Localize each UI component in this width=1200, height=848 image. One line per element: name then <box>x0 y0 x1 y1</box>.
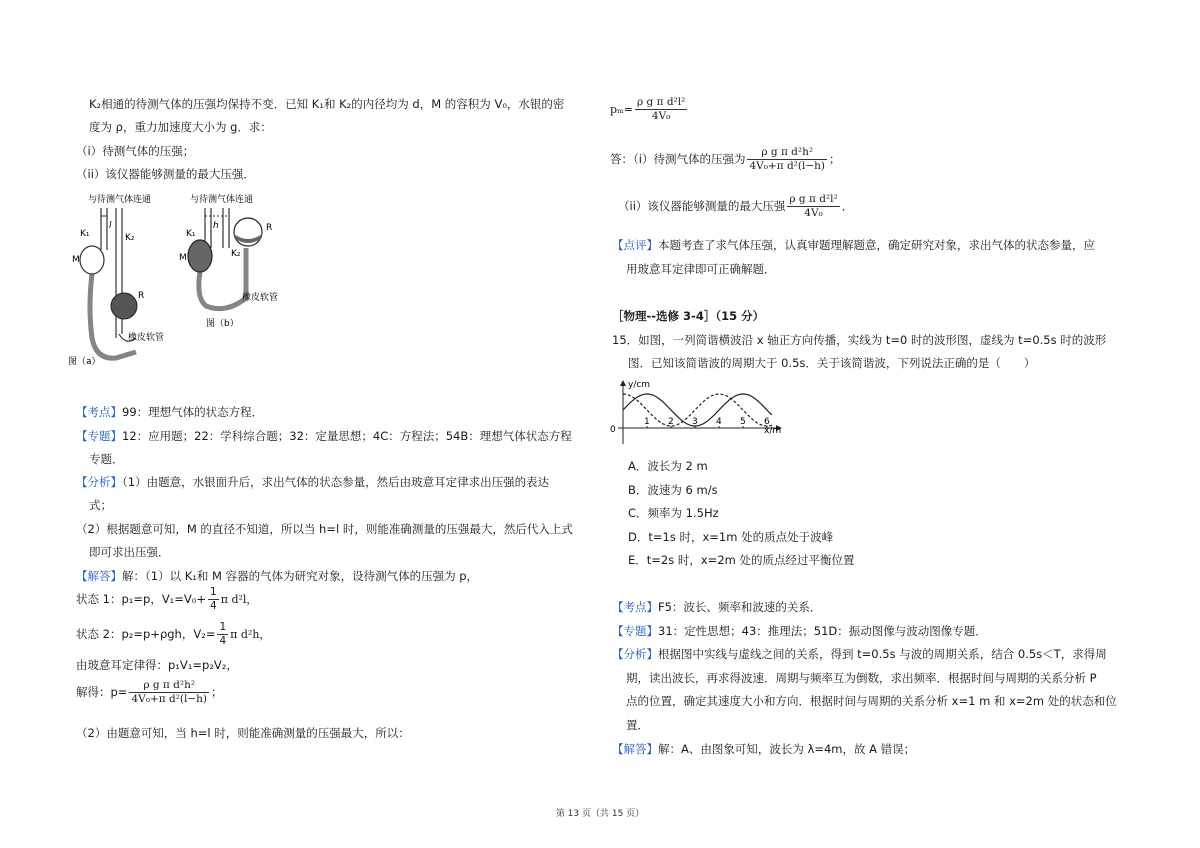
boyle-equation: 由玻意耳定律得：p₁V₁=p₂V₂， <box>76 658 238 672</box>
kaodian-tag-right: 【考点】 <box>612 600 658 614</box>
graph-ylabel: y/cm <box>628 380 651 390</box>
answer-ii <box>618 193 853 220</box>
fig-b-caption: 图（b） <box>206 319 239 329</box>
solve-den: 4V₀+π d²(l−h) <box>131 693 207 705</box>
option-e: E．t=2s 时，x=2m 处的质点经过平衡位置 <box>628 553 855 567</box>
ans2-num: ρ g π d²l² <box>789 193 838 205</box>
q15-line-2: 图．已知该简谐波的周期大于 0.5s．关于该简谐波，下列说法正确的是（ ） <box>628 356 1036 370</box>
fenxi-line-3: （2）根据题意可知，M 的直径不知道，所以当 h=l 时，则能准确测量的压强最大，然后代入上式 <box>76 522 573 536</box>
dianping-text: 本题考查了求气体压强，认真审题理解题意，确定研究对象，求出气体的状态参量，应 <box>658 238 1095 252</box>
fig-a-top-label: 与待测气体连通 <box>88 195 152 205</box>
fig-b-r: R <box>266 223 273 233</box>
question-i: （i）待测气体的压强； <box>76 144 195 158</box>
page-footer: 第 13 页（共 15 页） <box>555 809 645 819</box>
solve-equation <box>76 679 223 706</box>
pm-num: ρ g π d²l² <box>637 96 686 108</box>
state2-pre: 状态 2：p₂=p+ρgh，V₂= <box>76 627 216 641</box>
ans2-pre: （ii）该仪器能够测量的最大压强 <box>618 199 786 213</box>
jieda-tag-right: 【解答】 <box>612 742 658 756</box>
graph-tick-label: 4 <box>716 417 722 427</box>
state2-den: 4 <box>219 635 227 647</box>
state1-den: 4 <box>210 600 217 612</box>
state2-equation <box>76 621 270 648</box>
fig-b-h: h <box>213 221 219 231</box>
fenxi-line-4: 即可求出压强． <box>89 545 170 559</box>
kaodian-tag: 【考点】 <box>76 405 122 419</box>
graph-tick-label: 2 <box>668 417 674 427</box>
state2-num: 1 <box>219 621 227 633</box>
ans2-den: 4V₀ <box>804 207 823 219</box>
question-ii: （ii）该仪器能够测量的最大压强． <box>76 167 255 181</box>
zhuanti-tag: 【专题】 <box>76 429 122 443</box>
kaodian-row <box>76 404 263 420</box>
fenxi-tag: 【分析】 <box>76 475 122 489</box>
fenxi-line-2-right: 期，读出波长，再求得波速．周期与频率互为倒数，求出频率．根据时间与周期的关系分析 P <box>626 671 1097 685</box>
fig-a-hose: 橡皮软管 <box>128 333 165 343</box>
state1-pre: 状态 1：p₁=p，V₁=V₀+ <box>76 592 207 606</box>
option-c: C．频率为 1.5Hz <box>628 506 719 520</box>
fig-b-k2: K₂ <box>231 249 241 259</box>
fig-b-m: M <box>179 253 187 263</box>
kaodian-text: 99：理想气体的状态方程． <box>122 405 264 419</box>
solve-post: ； <box>211 685 223 699</box>
jieda-row <box>76 568 478 584</box>
fenxi-line-2: 式； <box>89 498 112 512</box>
fig-a-k1: K₁ <box>80 229 90 239</box>
ans2-post: ． <box>841 199 854 213</box>
fig-b-k1: K₁ <box>186 229 196 239</box>
zhuanti-line-2: 专题． <box>89 452 124 466</box>
state1-post: π d²l， <box>220 593 258 606</box>
state2-post: π d²h， <box>230 628 271 641</box>
part2-line: （2）由题意可知，当 h=l 时，则能准确测量的压强最大，所以： <box>76 726 410 740</box>
zhuanti-text: 12：应用题；22：学科综合题；32：定量思想；4C：方程法；54B：理想气体状态方程 <box>122 429 572 443</box>
zhuanti-row-right <box>612 623 987 639</box>
fenxi-row <box>76 474 549 490</box>
intro-line-1: K₂相通的待测气体的压强均保持不变．已知 K₁和 K₂的内径均为 d，M 的容积为 V₀，水银的密 <box>89 97 565 111</box>
zhuanti-row <box>76 428 572 444</box>
fig-a-r: R <box>138 291 145 301</box>
dianping-line-2: 用玻意耳定律即可正确解题． <box>626 262 776 276</box>
pm-equation <box>610 96 689 123</box>
pm-den: 4V₀ <box>651 110 671 122</box>
ans1-den: 4V₀+π d²(l−h) <box>749 160 826 172</box>
ans1-num: ρ g π d²h² <box>747 146 827 160</box>
option-d: D．t=1s 时，x=1m 处的质点处于波峰 <box>628 530 834 544</box>
graph-xlabel: x/m <box>764 426 782 436</box>
ans1-post: ； <box>829 152 841 166</box>
q15-line-1: 15．如图，一列简谐横波沿 x 轴正方向传播，实线为 t=0 时的波形图，虚线为 t=0.5s 时的波形 <box>612 333 1107 347</box>
option-a: A．波长为 2 m <box>628 459 708 473</box>
wave-graph <box>610 376 810 446</box>
fig-b-hose: 橡皮软管 <box>242 293 279 303</box>
jieda-tag: 【解答】 <box>76 569 122 583</box>
graph-tick-label: 3 <box>692 417 698 427</box>
section-heading: ［物理--选修 3-4］（15 分） <box>612 309 765 323</box>
zhuanti-tag-right: 【专题】 <box>612 624 658 638</box>
fig-a-k2: K₂ <box>125 233 135 243</box>
jieda-row-right <box>612 741 915 757</box>
kaodian-text-right: F5：波长、频率和波速的关系． <box>658 600 822 614</box>
fenxi-row-right <box>612 646 1107 662</box>
kaodian-row-right <box>612 599 821 615</box>
dianping-row <box>612 237 1095 253</box>
answer-i <box>610 146 841 173</box>
jieda-text-right: 解：A、由图象可知，波长为 λ=4m，故 A 错误； <box>658 742 916 756</box>
graph-tick-label: 5 <box>740 417 746 427</box>
fig-a-caption: 图（a） <box>68 357 101 367</box>
intro-line-2: 度为 ρ，重力加速度大小为 g．求： <box>89 120 272 134</box>
graph-ticks <box>644 417 770 428</box>
state1-num: 1 <box>210 586 217 598</box>
pm-pre: pₘ= <box>610 103 634 116</box>
zhuanti-text-right: 31：定性思想；43：推理法；51D：振动图像与波动图像专题． <box>658 624 987 638</box>
graph-origin: 0 <box>610 425 616 435</box>
fig-a-m: M <box>72 255 80 265</box>
jieda-text: 解：（1）以 K₁和 M 容器的气体为研究对象，设待测气体的压强为 p， <box>122 569 479 583</box>
ans1-pre: 答：（i）待测气体的压强为 <box>610 152 746 166</box>
graph-tick-label: 1 <box>644 417 650 427</box>
fig-a-l: l <box>109 221 112 231</box>
apparatus-figure <box>66 188 316 368</box>
fenxi-text: （1）由题意，水银面升后，求出气体的状态参量，然后由玻意耳定律求出压强的表达 <box>122 475 550 489</box>
fenxi-line-3-right: 点的位置，确定其速度大小和方向．根据时间与周期的关系分析 x=1 m 和 x=2m 处的状态和位 <box>626 694 1117 708</box>
solve-pre: 解得：p= <box>76 685 128 699</box>
solve-num: ρ g π d²h² <box>129 679 209 693</box>
fig-b-top-label: 与待测气体连通 <box>190 195 254 205</box>
option-b: B．波速为 6 m/s <box>628 483 718 497</box>
state1-equation <box>76 586 257 613</box>
fenxi-line-4-right: 置． <box>626 718 649 732</box>
dianping-tag: 【点评】 <box>612 238 658 252</box>
fenxi-tag-right: 【分析】 <box>612 647 658 661</box>
graph-tick-label: 6 <box>764 417 770 427</box>
fenxi-text-right: 根据图中实线与虚线之间的关系，得到 t=0.5s 与波的周期关系，结合 0.5s＜T，求得周 <box>658 647 1107 661</box>
